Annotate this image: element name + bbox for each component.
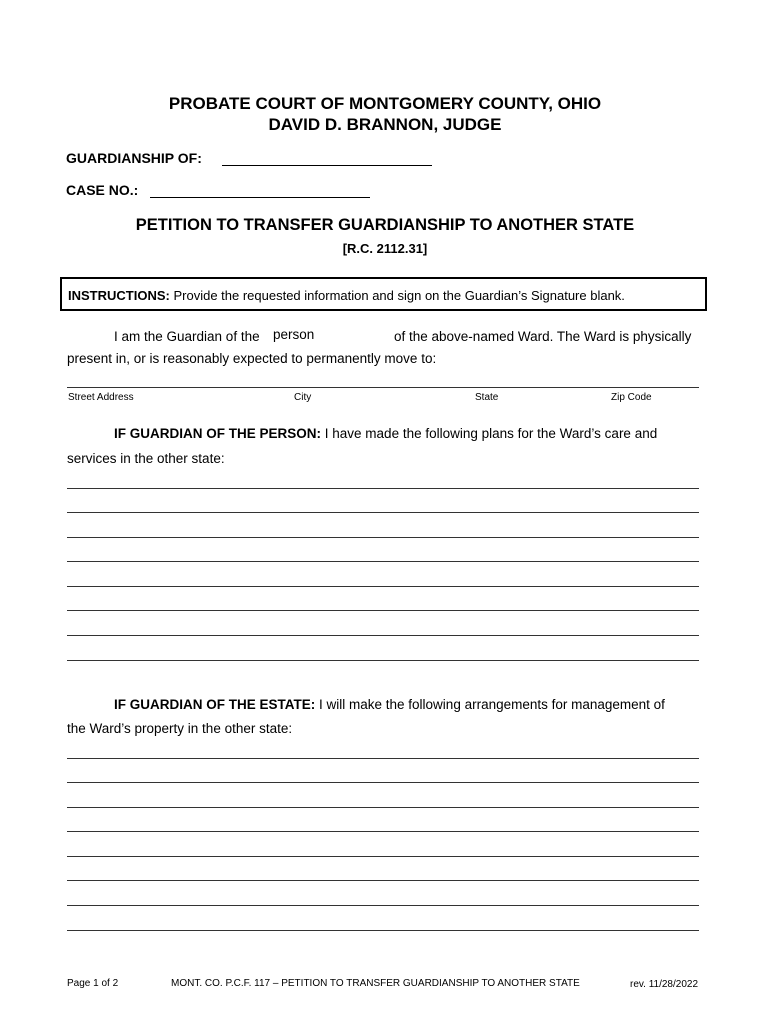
estate-plan-line[interactable] xyxy=(67,831,699,832)
estate-plan-line[interactable] xyxy=(67,782,699,783)
person-plan-line[interactable] xyxy=(67,537,699,538)
person-section-intro xyxy=(114,426,657,441)
form-id: MONT. CO. P.C.F. 117 – PETITION TO TRANSFER GUARDIANSHIP TO ANOTHER STATE xyxy=(171,978,580,989)
guardian-of-field[interactable]: person xyxy=(273,327,315,342)
person-plan-line[interactable] xyxy=(67,660,699,661)
case-number-label: CASE NO.: xyxy=(66,182,139,198)
estate-plan-line[interactable] xyxy=(67,758,699,759)
guardianship-label: GUARDIANSHIP OF: xyxy=(66,150,202,166)
street-address-label: Street Address xyxy=(68,392,134,403)
petition-title: PETITION TO TRANSFER GUARDIANSHIP TO ANOTHER STATE xyxy=(135,216,635,234)
estate-section-text: I will make the following arrangements for management of xyxy=(319,697,665,712)
person-plan-line[interactable] xyxy=(67,610,699,611)
estate-plan-line[interactable] xyxy=(67,880,699,881)
person-plan-line[interactable] xyxy=(67,635,699,636)
person-plan-line[interactable] xyxy=(67,586,699,587)
person-section-text2: services in the other state: xyxy=(67,451,225,466)
page-number: Page 1 of 2 xyxy=(67,978,119,989)
instructions-text: Provide the requested information and sign on the Guardian’s Signature blank. xyxy=(173,288,625,303)
zip-code-label: Zip Code xyxy=(611,392,652,403)
instructions-label: INSTRUCTIONS: xyxy=(68,288,170,303)
person-section-heading: IF GUARDIAN OF THE PERSON: xyxy=(114,426,322,441)
revision-date: rev. 11/28/2022 xyxy=(630,979,699,990)
state-label: State xyxy=(475,392,499,403)
person-plan-line[interactable] xyxy=(67,488,699,489)
estate-section-heading: IF GUARDIAN OF THE ESTATE: xyxy=(114,697,316,712)
person-plan-line[interactable] xyxy=(67,561,699,562)
estate-plan-line[interactable] xyxy=(67,905,699,906)
guardianship-field[interactable] xyxy=(222,165,432,166)
case-number-field[interactable] xyxy=(150,197,370,198)
statement-part2: of the above-named Ward. The Ward is physically xyxy=(394,329,692,344)
instructions-box xyxy=(60,277,707,311)
statement-part1: I am the Guardian of the xyxy=(114,329,260,344)
person-section-text: I have made the following plans for the Ward’s care and xyxy=(324,426,658,441)
estate-section-text2: the Ward’s property in the other state: xyxy=(67,721,293,736)
address-line[interactable] xyxy=(67,387,699,388)
person-plan-line[interactable] xyxy=(67,512,699,513)
court-title: PROBATE COURT OF MONTGOMERY COUNTY, OHIO xyxy=(168,94,602,113)
statement-line2: present in, or is reasonably expected to permanently move to: xyxy=(67,351,437,366)
estate-plan-line[interactable] xyxy=(67,930,699,931)
statute-reference: [R.C. 2112.31] xyxy=(342,241,428,256)
estate-plan-line[interactable] xyxy=(67,807,699,808)
estate-plan-line[interactable] xyxy=(67,856,699,857)
city-label: City xyxy=(294,392,312,403)
judge-name: DAVID D. BRANNON, JUDGE xyxy=(268,115,502,134)
estate-section-intro xyxy=(114,697,665,712)
